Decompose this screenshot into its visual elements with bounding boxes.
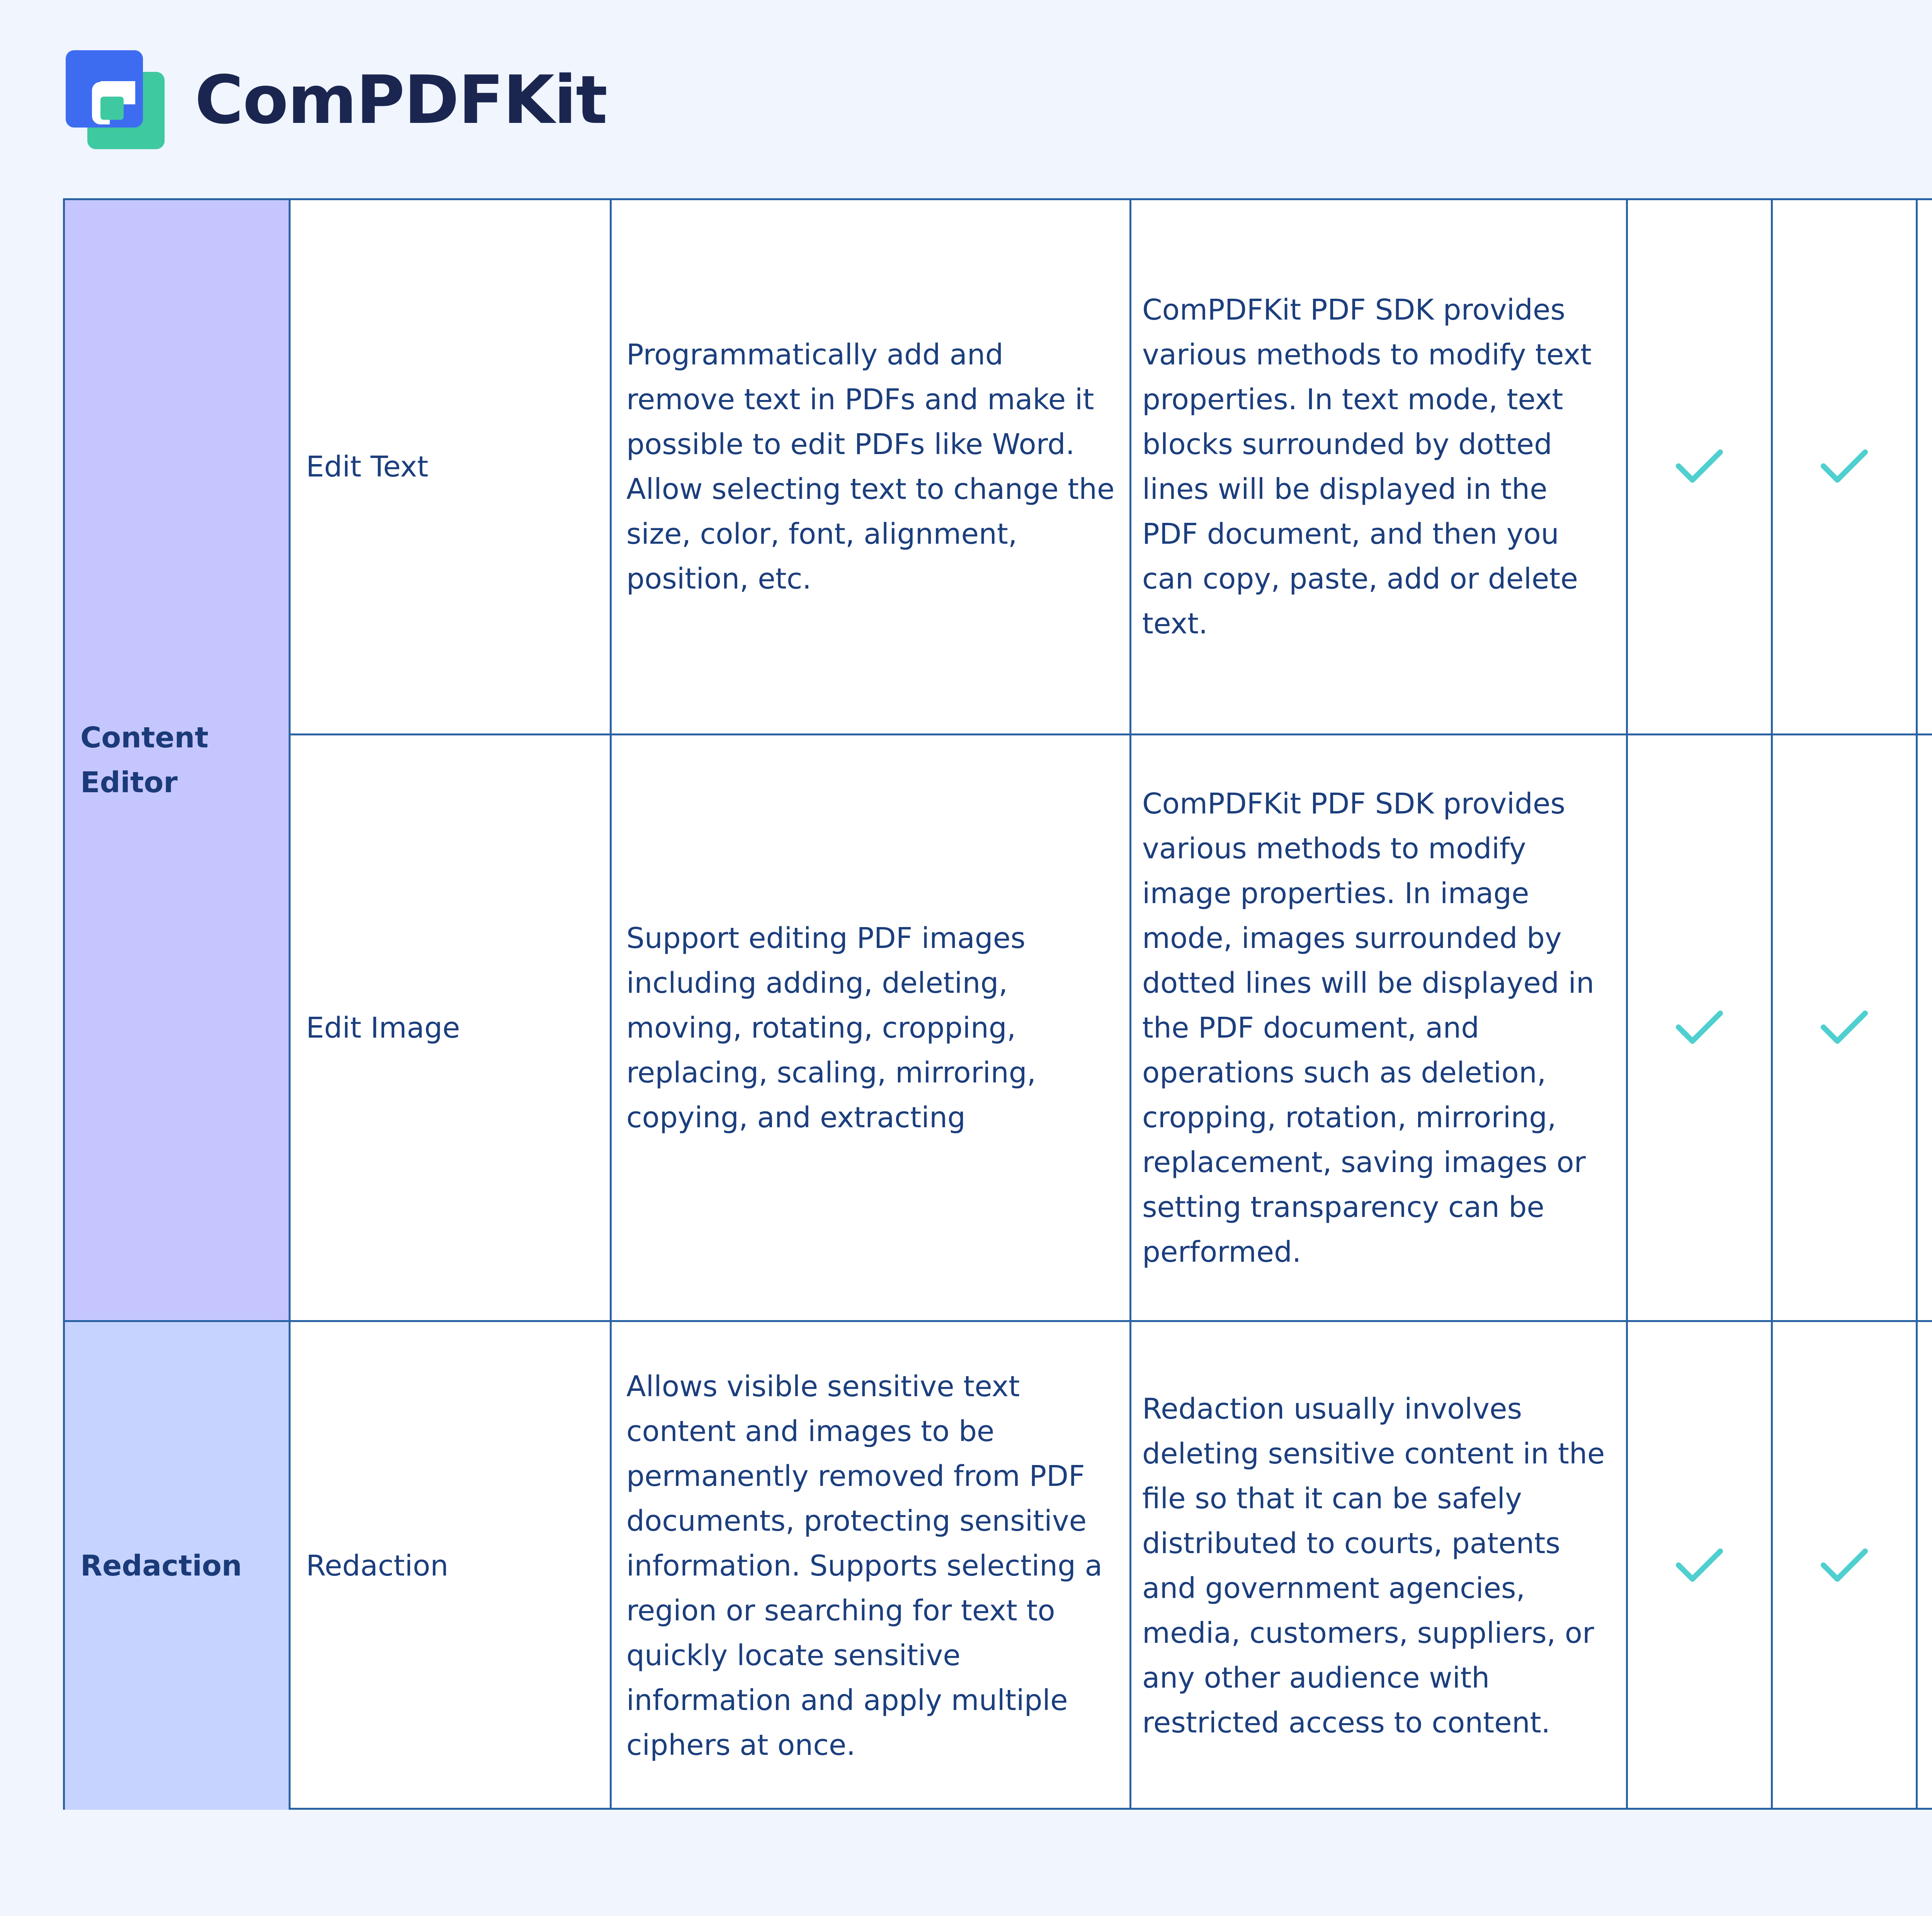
category-redaction: Redaction <box>65 1322 289 1810</box>
checkmark-icon <box>1675 1010 1723 1046</box>
details-redaction: Redaction usually involves deleting sensitive content in the file so that it can be safely distributed to courts, patents and government agencies, media, customers, suppliers, or any other audience with restricted access to content. <box>1142 1392 1605 1739</box>
check-cell <box>1628 1322 1771 1810</box>
check-cell <box>1628 200 1771 733</box>
details-edit-image: ComPDFKit PDF SDK provides various methods to modify image properties. In image mode, images surrounded by dotted lines will be displayed in the PDF document, and operations such as deletion, cropping, rotation, mirroring, replacement, saving images or setting transparency can be performed. <box>1142 787 1594 1269</box>
check-cell <box>1773 1322 1916 1810</box>
check-cell <box>1773 735 1916 1320</box>
column-divider <box>289 200 291 1808</box>
description-redaction: Allows visible sensitive text content and images to be permanently removed from PDF documents, protecting sensitive information. Supports selecting a region or searching for text to quickly locate sensitive information and apply multiple ciphers at once. <box>626 1370 1102 1762</box>
compdfkit-logo-icon <box>66 50 165 149</box>
feature-redaction: Redaction <box>306 1549 449 1582</box>
checkmark-icon <box>1820 1010 1868 1046</box>
check-cell <box>1918 735 1932 1320</box>
checkmark-icon <box>1675 1548 1723 1584</box>
checkmark-icon <box>1820 1548 1868 1584</box>
checkmark-icon <box>1820 449 1868 485</box>
check-cell <box>1918 200 1932 733</box>
category-content-editor: Content Editor <box>65 200 289 1320</box>
column-divider <box>1129 200 1131 1808</box>
check-cell <box>1628 735 1771 1320</box>
feature-edit-text: Edit Text <box>306 450 429 483</box>
feature-table <box>63 198 1932 1810</box>
check-cell <box>1773 200 1916 733</box>
description-edit-image: Support editing PDF images including adding, deleting, moving, rotating, cropping, replacing, scaling, mirroring, copying, and extracting <box>626 921 1036 1134</box>
checkmark-icon <box>1675 449 1723 485</box>
description-edit-text: Programmatically add and remove text in PDFs and make it possible to edit PDFs like Word. Allow selecting text to change the size, color, font, alignment, position, etc. <box>626 338 1115 596</box>
brand-name: ComPDFKit <box>195 61 607 139</box>
header <box>66 49 607 150</box>
feature-edit-image: Edit Image <box>306 1011 460 1045</box>
details-edit-text: ComPDFKit PDF SDK provides various methods to modify text properties. In text mode, text blocks surrounded by dotted lines will be displayed in the PDF document, and then you can copy, paste, add or delete text. <box>1142 293 1592 640</box>
check-cell <box>1918 1322 1932 1810</box>
column-divider <box>610 200 612 1808</box>
